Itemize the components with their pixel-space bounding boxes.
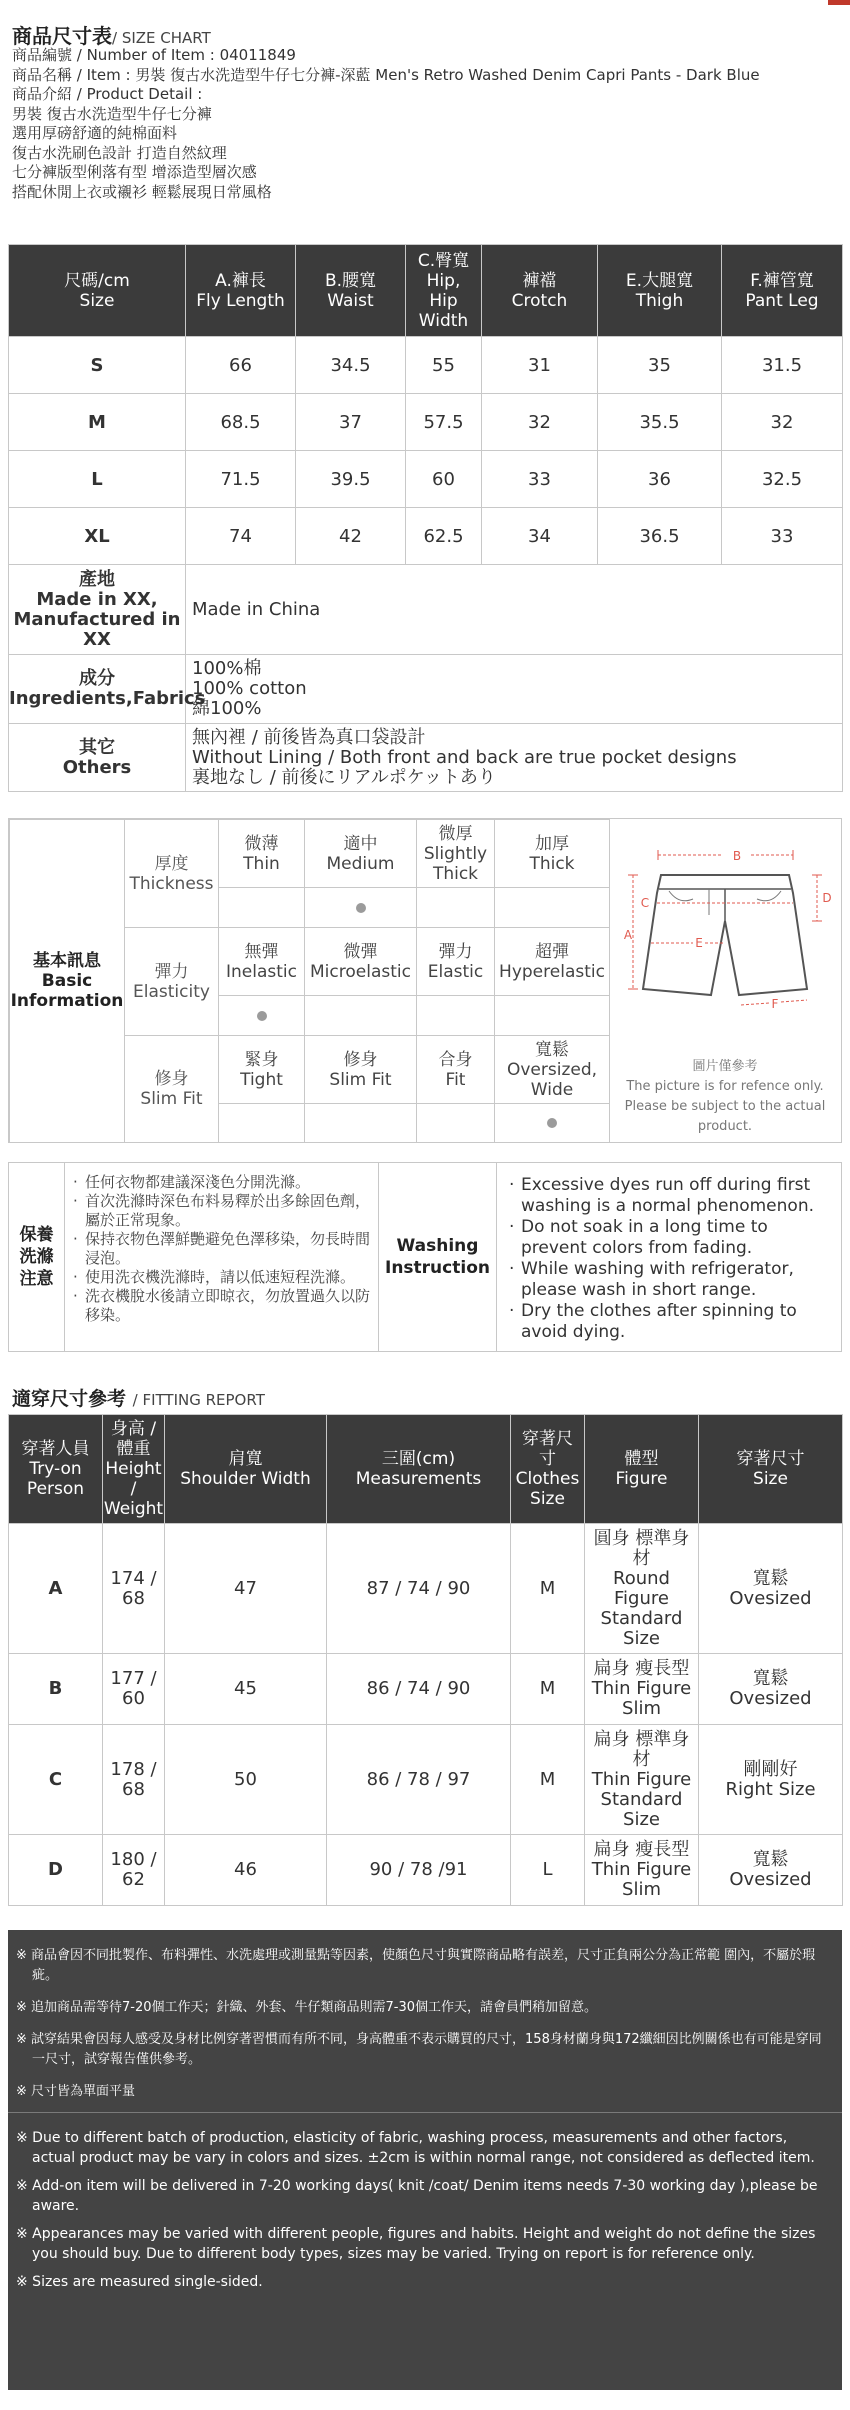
size-header-size: 尺碼/cm Size xyxy=(9,245,186,337)
selected-dot-icon xyxy=(257,1011,267,1021)
fit-measurements: 87 / 74 / 90 xyxy=(327,1524,511,1654)
size-value: 35 xyxy=(598,337,722,394)
fit-figure: 扁身 瘦長型 Thin Figure Slim xyxy=(585,1654,699,1725)
size-chart-title-en: / SIZE CHART xyxy=(112,29,211,47)
note-zh-1: ※ 追加商品需等待7-20個工作天；針織、外套、牛仔類商品則需7-30個工作天，請會員們稍加留意。 xyxy=(16,2000,598,2015)
fit-clothes-size: M xyxy=(511,1654,585,1725)
fit-person: C xyxy=(9,1725,103,1835)
diagram-label-f: F xyxy=(771,997,779,1011)
elasticity-option-hyperelastic: 超彈 Hyperelastic xyxy=(495,928,610,996)
fit-figure: 圓身 標準身 材 Round Figure Standard Size xyxy=(585,1524,699,1654)
fit-option-slim-fit: 修身 Slim Fit xyxy=(305,1036,417,1104)
fit-measurements: 90 / 78 /91 xyxy=(327,1835,511,1906)
notes-zh xyxy=(8,1946,842,2102)
others-value: 無內裡 / 前後皆為真口袋設計 Without Lining / Both front and back are true pocket designs 裏地なし / 前後にリアルポケットあり xyxy=(186,724,843,792)
list-item: · 任何衣物都建議深淺色分開洗滌。 xyxy=(73,1173,372,1192)
table-row xyxy=(9,508,843,565)
size-table-header-row xyxy=(9,245,843,337)
thickness-option-thin: 微薄 Thin xyxy=(219,820,305,888)
fit-person: D xyxy=(9,1835,103,1906)
item-detail-line: 搭配休閒上衣或襯衫 輕鬆展現日常風格 xyxy=(12,182,272,201)
fitting-header-row xyxy=(9,1415,843,1524)
diagram-caption: 圖片僅參考 The picture is for refence only. Please be subject to the actual product. xyxy=(624,1059,826,1134)
size-value: 32.5 xyxy=(722,451,843,508)
fit-height-weight: 174 / 68 xyxy=(103,1524,165,1654)
fit-measurements: 86 / 78 / 97 xyxy=(327,1725,511,1835)
basic-info-label: 基本訊息 Basic Information xyxy=(10,820,125,1143)
size-value: 31 xyxy=(482,337,598,394)
pants-diagram-icon xyxy=(609,819,841,1054)
list-item: · 首次洗滌時深色布料易釋於出多餘固色劑，屬於正常現象。 xyxy=(73,1192,372,1230)
basic-info-table xyxy=(9,819,610,1143)
size-value: 55 xyxy=(406,337,482,394)
indicator-cell xyxy=(495,1104,610,1143)
washing-label-en: Washing Instruction xyxy=(379,1163,497,1351)
thickness-label: 厚度 Thickness xyxy=(125,820,219,928)
note-zh-0: ※ 商品會因不同批製作、布料彈性、水洗處理或測量點等因素，使顏色尺寸與實際商品略有誤差，尺寸正負兩公分為正常範 圍內，不屬於瑕疵。 xyxy=(16,1948,816,1983)
thickness-option-medium: 適中 Medium xyxy=(305,820,417,888)
size-label: M xyxy=(9,394,186,451)
origin-value: Made in China xyxy=(186,565,843,655)
item-info xyxy=(12,46,838,202)
fit-shoulder: 47 xyxy=(165,1524,327,1654)
size-header-crotch: 褲襠 Crotch xyxy=(482,245,598,337)
indicator-cell xyxy=(219,888,305,928)
fabric-row xyxy=(9,655,843,724)
size-chart-title-zh: 商品尺寸表 xyxy=(12,24,112,48)
indicator-cell xyxy=(495,996,610,1036)
washing-list-zh xyxy=(65,1163,379,1351)
basic-info-panel xyxy=(8,818,842,1143)
size-header-hip: C.臀寬 Hip, Hip Width xyxy=(406,245,482,337)
fit-shoulder: 50 xyxy=(165,1725,327,1835)
fitting-report-title xyxy=(12,1384,265,1411)
item-detail-line: 復古水洗刷色設計 打造自然紋理 xyxy=(12,143,227,162)
fit-figure: 扁身 瘦長型 Thin Figure Slim xyxy=(585,1835,699,1906)
fit-clothes-size: M xyxy=(511,1725,585,1835)
elasticity-option-microelastic: 微彈 Microelastic xyxy=(305,928,417,996)
thickness-option-thick: 加厚 Thick xyxy=(495,820,610,888)
table-row xyxy=(9,451,843,508)
fit-result: 寬鬆 Ovesized xyxy=(699,1654,843,1725)
origin-row xyxy=(9,565,843,655)
size-value: 60 xyxy=(406,451,482,508)
size-value: 74 xyxy=(186,508,296,565)
table-row xyxy=(9,1725,843,1835)
fabric-label: 成分 Ingredients,Fabrics xyxy=(9,655,186,724)
note-en-2: ※ Appearances may be varied with different people, figures and habits. Height and weight do not define the sizes you should buy. Due to different body types, sizes may be varied. Trying on report is for reference only. xyxy=(16,2226,816,2262)
diagram-label-c: C xyxy=(640,896,650,910)
size-value: 36.5 xyxy=(598,508,722,565)
size-value: 32 xyxy=(482,394,598,451)
diagram-label-a: A xyxy=(623,928,633,942)
size-header-fly-length: A.褲長 Fly Length xyxy=(186,245,296,337)
diagram-label-b: B xyxy=(732,849,742,863)
note-en-1: ※ Add-on item will be delivered in 7-20 working days( knit /coat/ Denim items needs 7-30 working day ),please be aware. xyxy=(16,2178,818,2214)
fit-height-weight: 178 / 68 xyxy=(103,1725,165,1835)
fit-person: A xyxy=(9,1524,103,1654)
fit-figure: 扁身 標準身 材 Thin Figure Standard Size xyxy=(585,1725,699,1835)
fit-header-person: 穿著人員 Try-on Person xyxy=(9,1415,103,1524)
note-en-3: ※ Sizes are measured single-sided. xyxy=(16,2274,263,2290)
others-label: 其它 Others xyxy=(9,724,186,792)
notes-en xyxy=(8,2128,842,2292)
size-value: 32 xyxy=(722,394,843,451)
elasticity-option-elastic: 彈力 Elastic xyxy=(417,928,495,996)
size-label: XL xyxy=(9,508,186,565)
diagram-label-e: E xyxy=(695,936,703,950)
table-row xyxy=(9,337,843,394)
size-value: 33 xyxy=(722,508,843,565)
fit-header-clothes-size: 穿著尺 寸 Clothes Size xyxy=(511,1415,585,1524)
notes-divider xyxy=(8,2112,842,2113)
washing-list-en xyxy=(497,1163,841,1351)
fit-header-fit: 穿著尺寸 Size xyxy=(699,1415,843,1524)
selected-dot-icon xyxy=(356,903,366,913)
table-row xyxy=(9,394,843,451)
note-zh-3: ※ 尺寸皆為單面平量 xyxy=(16,2084,136,2099)
fit-header-height-weight: 身高 / 體重 Height / Weight xyxy=(103,1415,165,1524)
thickness-option-slightly-thick: 微厚 Slightly Thick xyxy=(417,820,495,888)
item-detail-line: 男裝 復古水洗造型牛仔七分褲 xyxy=(12,104,212,123)
indicator-cell xyxy=(305,888,417,928)
size-value: 35.5 xyxy=(598,394,722,451)
item-detail-line: 選用厚磅舒適的純棉面料 xyxy=(12,124,178,142)
others-row xyxy=(9,724,843,792)
fit-clothes-size: M xyxy=(511,1524,585,1654)
table-row xyxy=(9,1654,843,1725)
item-detail-line: 七分褲版型俐落有型 增添造型層次感 xyxy=(12,163,257,181)
note-zh-2: ※ 試穿結果會因每人感受及身材比例穿著習慣而有所不同，身高體重不表示購買的尺寸，158身材蘭身與172纖細因比例關係也有可能是穿同一尺寸，試穿報告僅供參考。 xyxy=(16,2032,822,2067)
fit-result: 寬鬆 Ovesized xyxy=(699,1524,843,1654)
table-row xyxy=(9,1835,843,1906)
fit-result: 剛剛好 Right Size xyxy=(699,1725,843,1835)
size-value: 68.5 xyxy=(186,394,296,451)
size-header-pant-leg: F.褲管寬 Pant Leg xyxy=(722,245,843,337)
indicator-cell xyxy=(417,1104,495,1143)
fit-height-weight: 177 / 60 xyxy=(103,1654,165,1725)
fit-measurements: 86 / 74 / 90 xyxy=(327,1654,511,1725)
selected-dot-icon xyxy=(547,1118,557,1128)
size-value: 66 xyxy=(186,337,296,394)
fit-result: 寬鬆 Ovesized xyxy=(699,1835,843,1906)
size-value: 34.5 xyxy=(296,337,406,394)
size-label: S xyxy=(9,337,186,394)
fit-option-oversized: 寬鬆 Oversized, Wide xyxy=(495,1036,610,1104)
fitting-title-zh: 適穿尺寸參考 xyxy=(12,1388,127,1410)
indicator-cell xyxy=(417,996,495,1036)
fit-clothes-size: L xyxy=(511,1835,585,1906)
washing-panel xyxy=(8,1162,842,1352)
elasticity-option-inelastic: 無彈 Inelastic xyxy=(219,928,305,996)
corner-accent-mark xyxy=(828,0,850,5)
list-item: · Dry the clothes after spinning to avoid dying. xyxy=(509,1301,833,1343)
indicator-cell xyxy=(219,1104,305,1143)
list-item: · While washing with refrigerator, please wash in short range. xyxy=(509,1259,833,1301)
pants-diagram xyxy=(609,819,841,1142)
size-table xyxy=(8,244,843,792)
fitting-title-en: / FITTING REPORT xyxy=(132,1391,265,1409)
size-value: 57.5 xyxy=(406,394,482,451)
elasticity-label: 彈力 Elasticity xyxy=(125,928,219,1036)
fit-header-figure: 體型 Figure xyxy=(585,1415,699,1524)
item-number: 商品編號 / Number of Item : 04011849 xyxy=(12,46,296,64)
size-value: 33 xyxy=(482,451,598,508)
indicator-cell xyxy=(219,996,305,1036)
list-item: · 洗衣機脫水後請立即晾衣，勿放置過久以防移染。 xyxy=(73,1287,372,1325)
indicator-cell xyxy=(305,1104,417,1143)
fit-height-weight: 180 / 62 xyxy=(103,1835,165,1906)
size-value: 37 xyxy=(296,394,406,451)
list-item: · Excessive dyes run off during first washing is a normal phenomenon. xyxy=(509,1175,833,1217)
list-item: · Do not soak in a long time to prevent colors from fading. xyxy=(509,1217,833,1259)
size-value: 62.5 xyxy=(406,508,482,565)
note-en-0: ※ Due to different batch of production, elasticity of fabric, washing process, measurements and other factors, actual product may be vary in colors and sizes. ±2cm is within normal range, not considered as deflected item. xyxy=(16,2130,815,2166)
diagram-label-d: D xyxy=(822,891,832,905)
fit-label: 修身 Slim Fit xyxy=(125,1036,219,1143)
size-chart-title xyxy=(12,20,211,49)
item-detail-heading: 商品介紹 / Product Detail : xyxy=(12,85,203,103)
notes-panel xyxy=(8,1930,842,2390)
fit-shoulder: 45 xyxy=(165,1654,327,1725)
size-value: 34 xyxy=(482,508,598,565)
size-value: 31.5 xyxy=(722,337,843,394)
fabric-value: 100%棉 100% cotton 綿100% xyxy=(186,655,843,724)
size-value: 39.5 xyxy=(296,451,406,508)
fitting-table xyxy=(8,1414,843,1906)
washing-label-zh: 保養 洗滌 注意 xyxy=(9,1163,65,1351)
size-value: 71.5 xyxy=(186,451,296,508)
list-item: · 保持衣物色澤鮮艷避免色澤移染，勿長時間浸泡。 xyxy=(73,1230,372,1268)
table-row xyxy=(9,1524,843,1654)
size-value: 42 xyxy=(296,508,406,565)
size-header-waist: B.腰寬 Waist xyxy=(296,245,406,337)
fit-header-measurements: 三圍(cm) Measurements xyxy=(327,1415,511,1524)
fit-person: B xyxy=(9,1654,103,1725)
item-name: 商品名稱 / Item : 男裝 復古水洗造型牛仔七分褲-深藍 Men's Retro Washed Denim Capri Pants - Dark Blue xyxy=(12,65,760,84)
indicator-cell xyxy=(305,996,417,1036)
size-label: L xyxy=(9,451,186,508)
fit-option-tight: 緊身 Tight xyxy=(219,1036,305,1104)
fit-header-shoulder: 肩寬 Shoulder Width xyxy=(165,1415,327,1524)
fit-option-fit: 合身 Fit xyxy=(417,1036,495,1104)
fit-shoulder: 46 xyxy=(165,1835,327,1906)
size-value: 36 xyxy=(598,451,722,508)
indicator-cell xyxy=(417,888,495,928)
size-header-thigh: E.大腿寬 Thigh xyxy=(598,245,722,337)
list-item: · 使用洗衣機洗滌時，請以低速短程洗滌。 xyxy=(73,1268,372,1287)
indicator-cell xyxy=(495,888,610,928)
origin-label: 產地 Made in XX, Manufactured in XX xyxy=(9,565,186,655)
